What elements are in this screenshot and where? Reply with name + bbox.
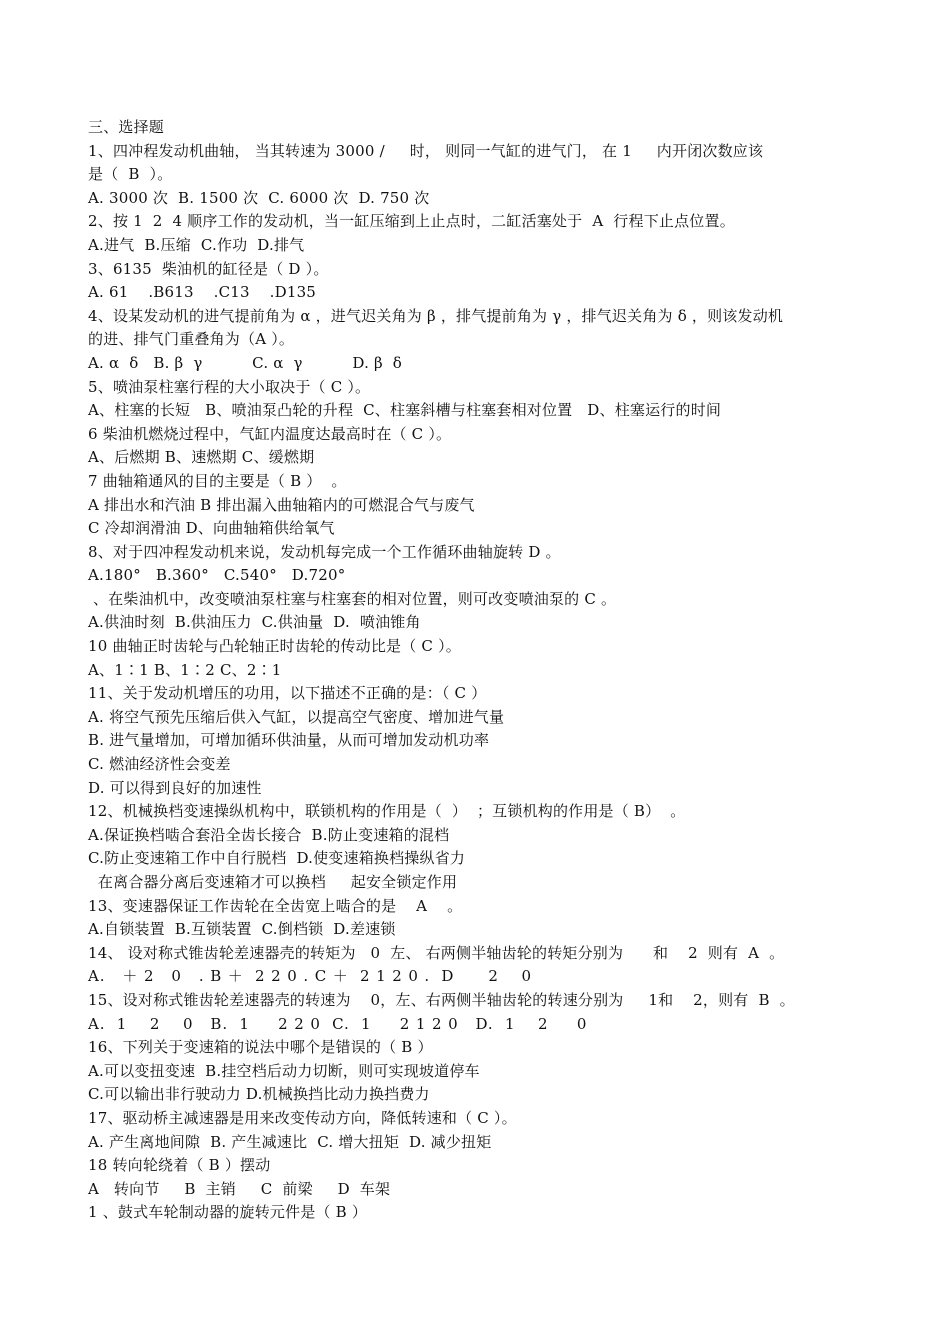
question-1-stem: 1、四冲程发动机曲轴， 当其转速为 3000 / 时， 则同一气缸的进气门， 在 1 内开闭次数应该 xyxy=(88,141,764,160)
question-2-stem: 2、按 1 2 4 顺序工作的发动机，当一缸压缩到上止点时，二缸活塞处于 A 行程下止点位置。 xyxy=(88,212,735,231)
question-6-options: A、后燃期 B、速燃期 C、缓燃期 xyxy=(88,448,315,467)
question-6-stem: 6 柴油机燃烧过程中，气缸内温度达最高时在（ C ）。 xyxy=(88,424,452,443)
question-10-stem: 10 曲轴正时齿轮与凸轮轴正时齿轮的传动比是（ C ）。 xyxy=(88,637,461,656)
question-15-stem: 15、设对称式锥齿轮差速器壳的转速为 0，左、右两侧半轴齿轮的转速分别为 1和 2，则有 B 。 xyxy=(88,990,795,1009)
question-13-options: A.自锁装置 B.互锁装置 C.倒档锁 D.差速锁 xyxy=(88,920,396,939)
question-9-options: A.供油时刻 B.供油压力 C.供油量 D. 喷油锥角 xyxy=(88,613,421,632)
document-body xyxy=(88,116,868,1225)
question-5-stem: 5、喷油泵柱塞行程的大小取决于（ C ）。 xyxy=(88,377,371,396)
question-9-stem: 、在柴油机中，改变喷油泵柱塞与柱塞套的相对位置，则可改变喷油泵的 C 。 xyxy=(88,589,617,608)
question-5-options: A、柱塞的长短 B、喷油泵凸轮的升程 C、柱塞斜槽与柱塞套相对位置 D、柱塞运行的时间 xyxy=(88,401,722,420)
question-7-options-ab: A 排出水和汽油 B 排出漏入曲轴箱内的可燃混合气与废气 xyxy=(88,495,475,514)
question-11-option-d: D. 可以得到良好的加速性 xyxy=(88,778,262,797)
question-8-options: A.180° B.360° C.540° D.720° xyxy=(88,566,346,585)
question-11-option-c: C. 燃油经济性会变差 xyxy=(88,755,231,774)
question-19-stem: 1 、鼓式车轮制动器的旋转元件是（ B ） xyxy=(88,1203,368,1222)
question-18-options: A 转向节 B 主销 C 前梁 D 车架 xyxy=(88,1179,391,1198)
question-4-options: A. α δ B. β γ C. α γ D. β δ xyxy=(88,353,403,372)
question-16-stem: 16、下列关于变速箱的说法中哪个是错误的（ B ） xyxy=(88,1038,433,1057)
question-11-option-b: B. 进气量增加，可增加循环供油量，从而可增加发动机功率 xyxy=(88,731,490,750)
question-7-options-cd: C 冷却润滑油 D、向曲轴箱供给氧气 xyxy=(88,519,335,538)
question-12-stem: 12、机械换档变速操纵机构中，联锁机构的作用是（ ） ；互锁机构的作用是（ B） 。 xyxy=(88,802,686,821)
question-1-answer: 是（ B ）。 xyxy=(88,165,173,184)
question-7-stem: 7 曲轴箱通风的目的主要是（ B ） 。 xyxy=(88,471,347,490)
question-13-stem: 13、变速器保证工作齿轮在全齿宽上啮合的是 A 。 xyxy=(88,896,463,915)
question-3-stem: 3、6135 柴油机的缸径是（ D ）。 xyxy=(88,259,329,278)
question-16-options-ab: A.可以变扭变速 B.挂空档后动力切断，则可实现坡道停车 xyxy=(88,1061,480,1080)
question-12-options-ab: A.保证换档啮合套沿全齿长接合 B.防止变速箱的混档 xyxy=(88,825,450,844)
question-15-options: A. 1 2 0 B. 1 2 2 0 C. 1 2 1 2 0 D. 1 2 0 xyxy=(88,1014,588,1033)
question-4-stem: 4、设某发动机的进气提前角为 α ，进气迟关角为 β ，排气提前角为 γ ，排气迟关角为 δ ，则该发动机 xyxy=(88,306,784,325)
question-17-options: A. 产生离地间隙 B. 产生减速比 C. 增大扭矩 D. 减少扭矩 xyxy=(88,1132,492,1151)
question-17-stem: 17、驱动桥主减速器是用来改变传动方向，降低转速和（ C ）。 xyxy=(88,1108,517,1127)
question-1-options: A. 3000 次 B. 1500 次 C. 6000 次 D. 750 次 xyxy=(88,188,430,207)
question-12-options-ef: 在离合器分离后变速箱才可以换档 起安全锁定作用 xyxy=(88,873,458,891)
question-14-stem: 14、 设对称式锥齿轮差速器壳的转矩为 0 左、 右两侧半轴齿轮的转矩分别为 和 2 则有 A 。 xyxy=(88,943,785,962)
question-2-options: A.进气 B.压缩 C.作功 D.排气 xyxy=(88,235,305,254)
question-10-options: A、1∶1 B、1∶2 C、2∶1 xyxy=(88,660,282,679)
section-heading: 三、选择题 xyxy=(88,118,165,136)
question-11-stem: 11、关于发动机增压的功用，以下描述不正确的是：（ C ） xyxy=(88,684,487,703)
question-18-stem: 18 转向轮绕着（ B ）摆动 xyxy=(88,1156,271,1175)
question-11-option-a: A. 将空气预先压缩后供入气缸，以提高空气密度、增加进气量 xyxy=(88,707,505,726)
question-8-stem: 8、对于四冲程发动机来说，发动机每完成一个工作循环曲轴旋转 D 。 xyxy=(88,542,561,561)
question-16-options-cd: C.可以输出非行驶动力 D.机械换挡比动力换挡费力 xyxy=(88,1085,430,1104)
question-3-options: A. 61 .B613 .C13 .D135 xyxy=(88,283,317,302)
question-4-stem-cont: 的进、排气门重叠角为（A ）。 xyxy=(88,330,295,349)
question-14-options: A. ＋ 2 0 . B ＋ 2 2 0 . C ＋ 2 1 2 0 . D 2 0 xyxy=(88,967,532,986)
question-12-options-cd: C.防止变速箱工作中自行脱档 D.使变速箱换档操纵省力 xyxy=(88,849,466,868)
